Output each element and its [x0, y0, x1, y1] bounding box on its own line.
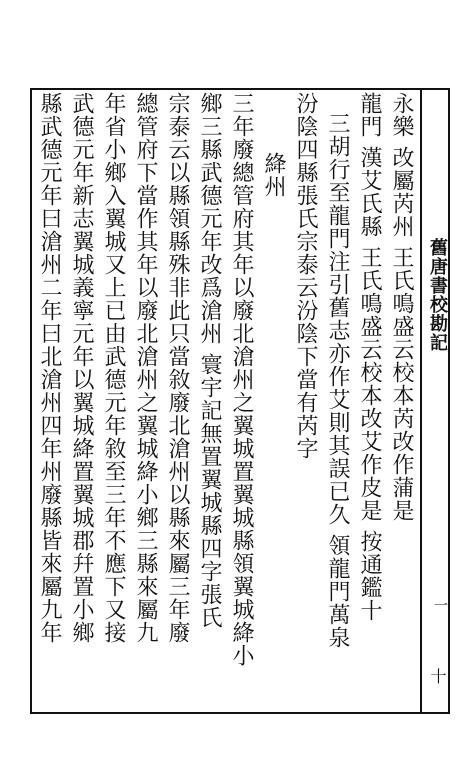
text-column: 武德元年新志翼城義寧元年以翼城絳置翼城郡幷置小鄉: [69, 92, 94, 644]
text-column: 鄉三縣武德元年改爲滄州 寰宇記無置翼城縣四字張氏: [197, 92, 222, 629]
text-column: 總管府下當作其年以廢北滄州之翼城絳小鄉三縣來屬九: [133, 92, 158, 644]
text-column: 三胡行至龍門注引舊志亦作艾則其誤已久 領龍門萬泉: [325, 112, 350, 649]
text-column: 汾陰四縣張氏宗泰云汾陰下當有芮字: [293, 92, 318, 460]
section-heading: 絳州: [261, 152, 286, 198]
fishtail-mark: 一: [432, 598, 448, 612]
text-column: 宗泰云以縣領縣殊非此只當敘廢北滄州以縣來屬三年廢: [165, 92, 190, 644]
text-column: 年省小鄉入翼城又上已由武德元年敘至三年不應下又接: [101, 92, 126, 644]
block-heart: [420, 88, 450, 714]
book-title: 舊唐書校勘記: [427, 238, 448, 352]
text-column: 三年廢總管府其年以廢北滄州之翼城置翼城縣領翼城絳小: [229, 92, 254, 667]
page-number: 十: [428, 668, 447, 684]
text-column: 龍門 漢艾氏縣 王氏鳴盛云校本改艾作皮是 按通鑑十: [357, 92, 382, 622]
text-column: 永樂 改屬芮州 王氏鳴盛云校本芮改作蒲是: [389, 92, 414, 522]
text-column: 縣武德元年曰滄州二年曰北滄州四年州廢縣皆來屬九年: [37, 92, 62, 644]
text-body: [36, 92, 416, 710]
